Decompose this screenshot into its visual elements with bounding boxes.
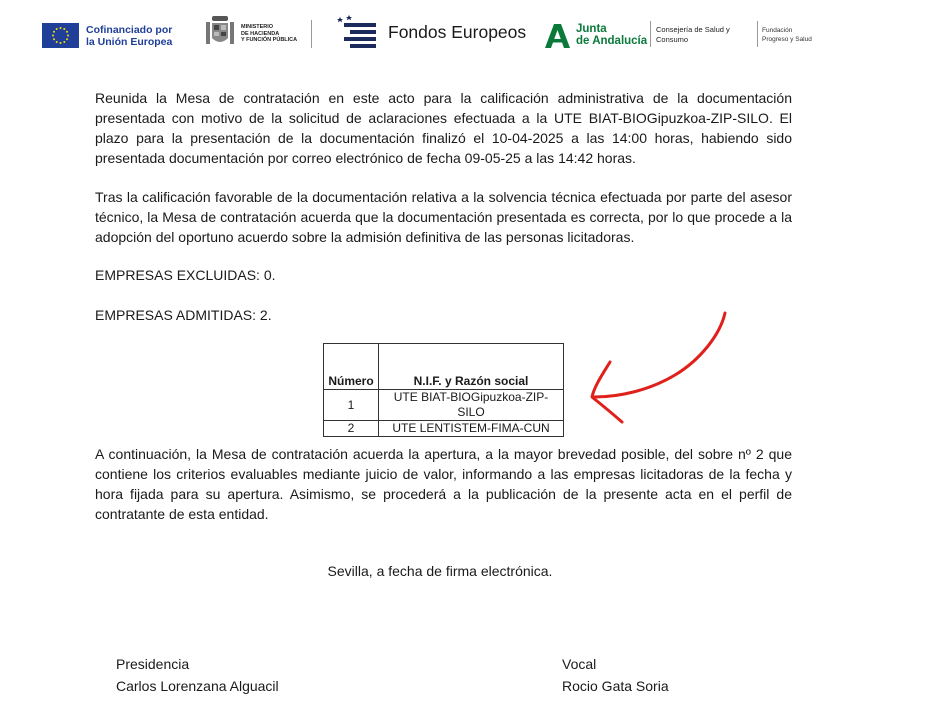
paragraph-apertura: A continuación, la Mesa de contratación acuerda la apertura, a la mayor brevedad posible, del sobre nº 2 que contiene los criterios evaluables mediante juicio de valor, informando a las empresas licitadoras de la fecha y hora fijada para su apertura. Asimismo, se procederá a la publicación de la presente acta en el perfil de contratante de esta entidad. (95, 446, 792, 522)
paragraph-solvencia: Tras la calificación favorable de la documentación relativa a la solvencia técnica efectuada por parte del asesor técnico, la Mesa de contratación acuerda que la documentación presentada es correcta, por lo que procede a la adopción del oportuno acuerdo sobre la admisión definitiva de las personas licitadoras. (95, 189, 792, 245)
signature-vocal (562, 653, 669, 697)
table-row (324, 421, 564, 437)
junta-andalucia-logo-icon (543, 22, 572, 48)
row-number: 1 (324, 390, 379, 421)
row-number: 2 (324, 421, 379, 437)
spanish-coat-of-arms-icon (203, 14, 237, 50)
header-divider (311, 20, 312, 48)
row-company-name: UTE BIAT-BIOGipuzkoa-ZIP-SILO (379, 390, 564, 421)
consejeria-label: Consejería de Salud y Consumo (656, 25, 730, 44)
header-divider (650, 21, 651, 47)
fondos-europeos-label: Fondos Europeos (388, 22, 527, 42)
column-header-number: Número (324, 344, 379, 390)
signature-role: Presidencia (116, 656, 190, 672)
eu-cofinancing-label: Cofinanciado por la Unión Europea (86, 24, 173, 48)
table-row (324, 390, 564, 421)
junta-andalucia-label: Junta de Andalucía (576, 23, 648, 47)
fondos-europeos-logo-icon (336, 14, 381, 50)
eu-flag-icon (42, 23, 79, 48)
signature-name: Carlos Lorenzana Alguacil (116, 678, 279, 694)
admitted-bidders-table (323, 343, 564, 437)
signature-role: Vocal (562, 656, 597, 672)
signing-place-date: Sevilla, a fecha de firma electrónica. (327, 563, 553, 579)
row-company-name: UTE LENTISTEM-FIMA-CUN (379, 421, 564, 437)
header-divider (757, 21, 758, 47)
table-header-row (324, 344, 564, 390)
excluded-companies: EMPRESAS EXCLUIDAS: 0. (95, 267, 276, 283)
signature-name: Rocio Gata Soria (562, 678, 669, 694)
ministry-label: MINISTERIO DE HACIENDA Y FUNCIÓN PÚBLICA (241, 24, 298, 43)
signature-presidencia (116, 653, 279, 697)
red-arrow-annotation-icon (580, 305, 740, 430)
fundacion-label: Fundación Progreso y Salud (762, 27, 812, 43)
document-header (0, 0, 928, 70)
column-header-nif: N.I.F. y Razón social (379, 344, 564, 390)
paragraph-calificacion: Reunida la Mesa de contratación en este acto para la calificación administrativa de la documentación presentada con motivo de la solicitud de aclaraciones efectuada a la UTE BIAT-BIOGipuzkoa-ZIP-SILO. El plazo para la presentación de la documentación finalizó el 10-04-2025 a las 14:00 horas, habiendo sido presentada documentación por correo electrónico de fecha 09-05-25 a las 14:42 horas. (95, 90, 792, 166)
admitted-companies: EMPRESAS ADMITIDAS: 2. (95, 307, 272, 323)
